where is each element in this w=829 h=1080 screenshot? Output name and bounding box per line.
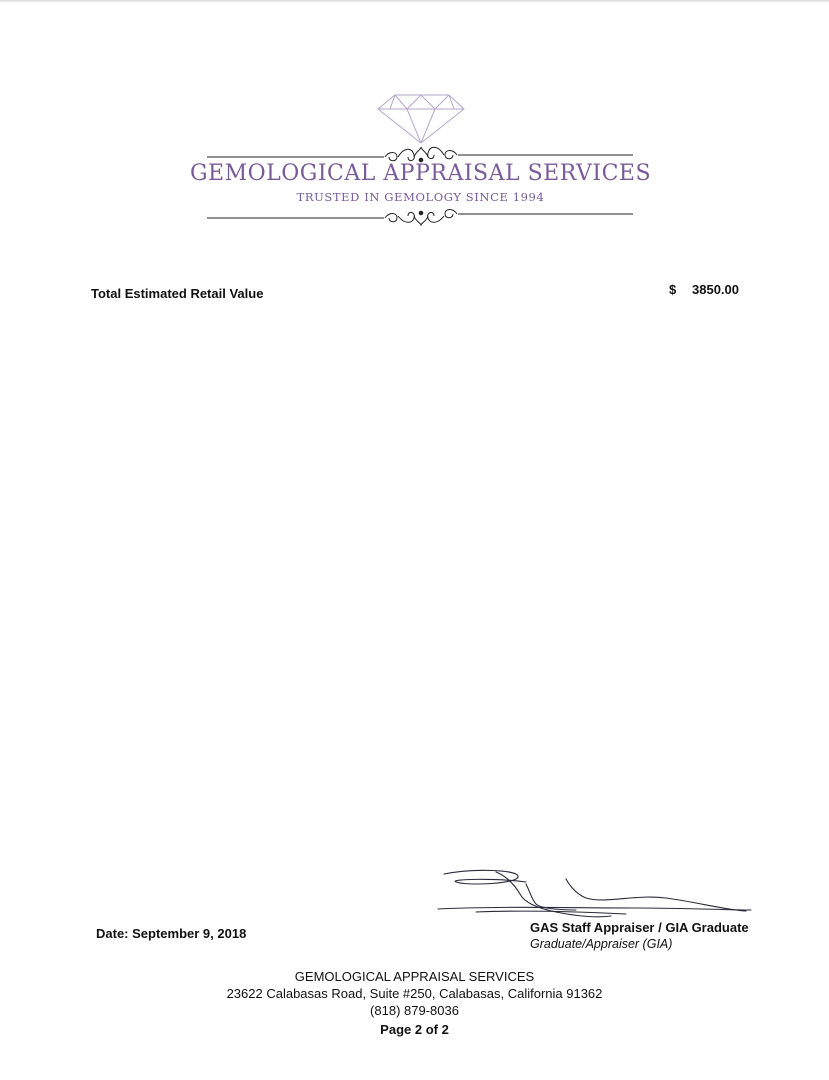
logo-title: GEMOLOGICAL APPRAISAL SERVICES [189,161,652,186]
company-logo [0,0,829,240]
total-currency: $ [669,282,677,297]
page-footer [0,968,829,1038]
top-flourish [207,147,633,162]
footer-address: 23622 Calabasas Road, Suite #250, Calabasas, California 91362 [226,986,603,1001]
date-line: Date: September 9, 2018 [96,926,247,941]
diamond-icon [378,95,464,143]
appraiser-title: GAS Staff Appraiser / GIA Graduate [530,920,749,935]
footer-phone: (818) 879-8036 [370,1003,459,1018]
appraiser-subtitle: Graduate/Appraiser (GIA) [530,937,673,951]
logo-tagline: TRUSTED IN GEMOLOGY SINCE 1994 [296,190,545,204]
page-number: Page 2 of 2 [380,1022,449,1037]
logo-artwork [0,0,829,240]
total-label: Total Estimated Retail Value [91,286,264,301]
footer-company: GEMOLOGICAL APPRAISAL SERVICES [294,969,535,984]
total-value: 3850.00 [692,282,739,297]
appraiser-signature [436,864,756,924]
bottom-flourish [207,210,633,226]
